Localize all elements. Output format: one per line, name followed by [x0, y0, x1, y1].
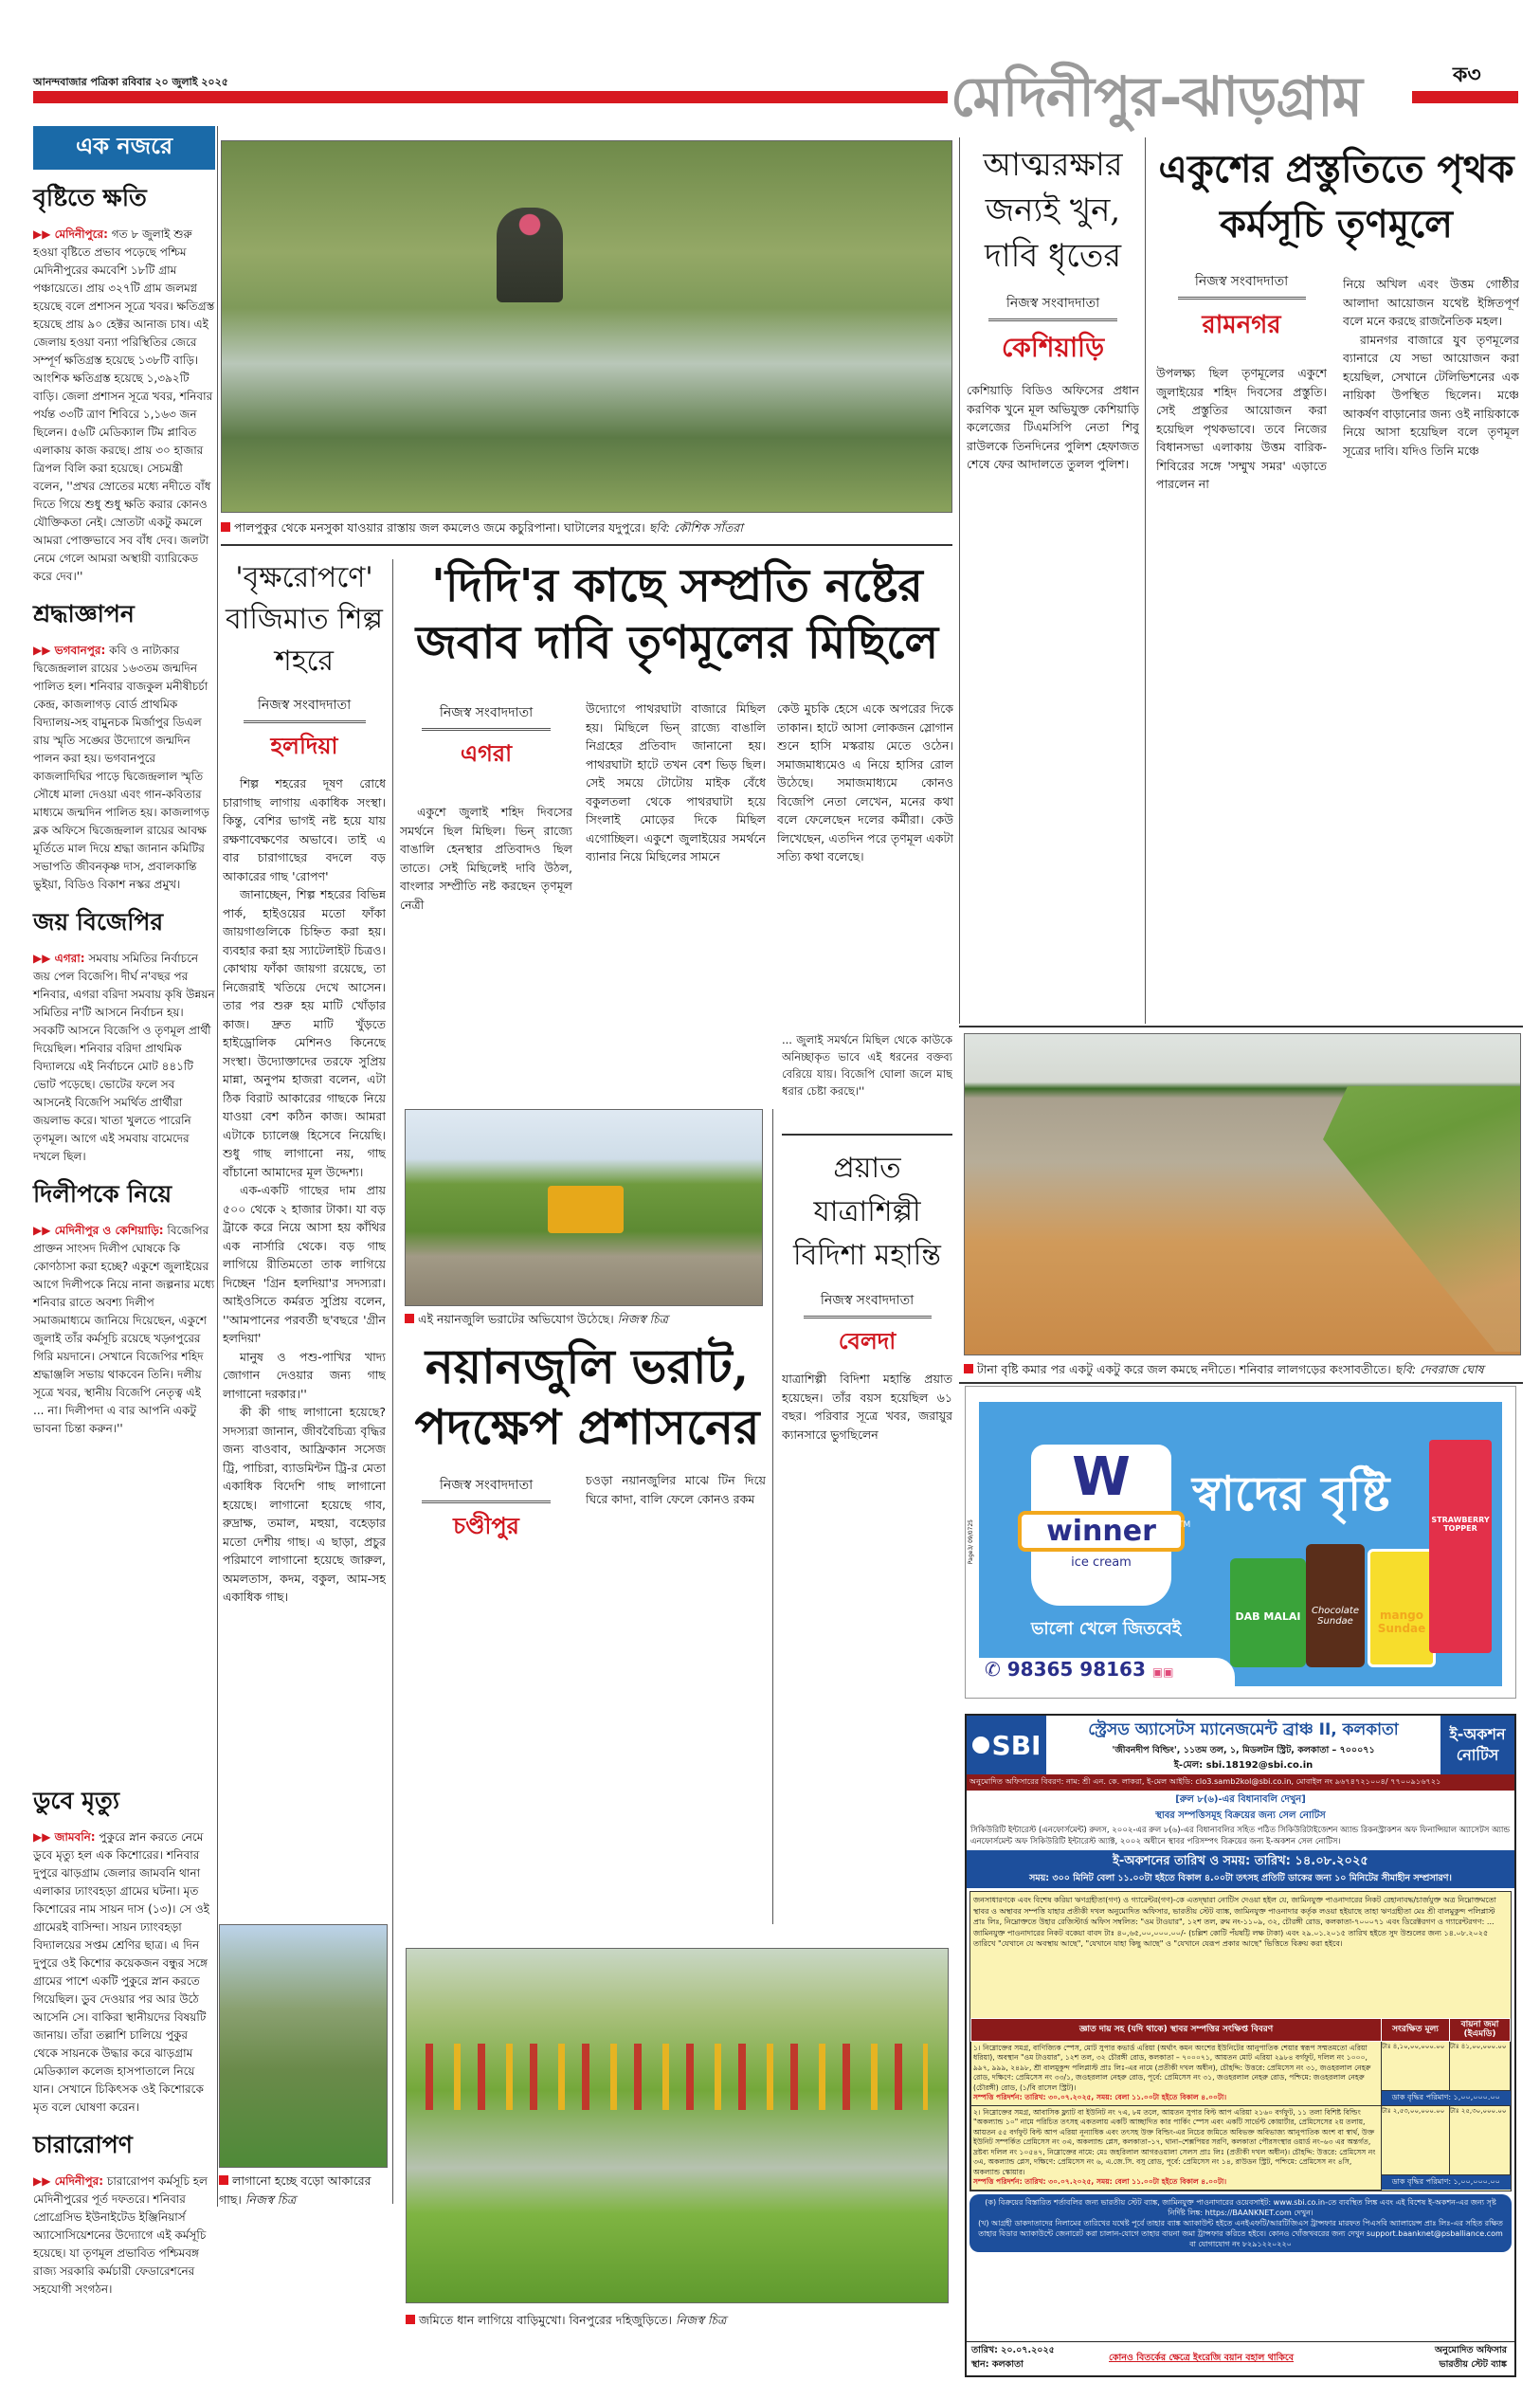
headline: আত্মরক্ষার জন্যই খুন, দাবি ধৃতের [983, 146, 1123, 275]
section-title: মেদিনীপুর-ঝাড়গ্রাম [951, 64, 1362, 129]
brief-heading: বৃষ্টিতে ক্ষতি [33, 184, 147, 211]
byline: নিজস্ব সংবাদদাতা [804, 1289, 932, 1318]
story-ramnagar-col1 [1156, 270, 1327, 1027]
ad-headline: স্বাদের বৃষ্টি [1192, 1466, 1390, 1521]
column-divider [1145, 137, 1146, 1024]
story-egra-col2: উদ্যোগে পাথরঘাটা বাজারে মিছিল হয়। মিছিলে ভিন্ রাজ্যে বাঙালি নিগ্রহের প্রতিবাদ জানানো হয়। পাথরঘাটা হাটে তখন বেশ ভিড় ছিল। সেই সময়ে টোটোয় মাইক বেঁধে বকুলতলা থেকে পাথরঘাটা হয়ে সিংলাই মোড়ের দিকে মিছিল এগোচ্ছিল। একুশে জুলাইয়ের সমর্থনে ব্যানার নিয়ে মিছিলের সামনে [586, 701, 766, 864]
notice-date: তারিখ: ২০.০৭.২০২৫ [971, 2345, 1055, 2355]
motorbike-rider [497, 208, 563, 302]
section-rule [959, 1026, 1523, 1027]
story-body: শিল্প শহরের দূষণ রোধে চারাগাছ লাগায় একাধিক সংস্থা। কিন্তু, বেশির ভাগই নষ্ট হয়ে যায় রক্ষণাবেক্ষণের অভাবে। তাই এ বার চারাগাছের বদলে বড় আকারের গাছ 'রোপণ' জানাচ্ছেন, শিল্প শহরের বিভিন্ন পার্ক, হাইওয়ের মতো ফাঁকা জায়গাগুলিকে চিহ্নিত করা হয়। ব্যবহার করা হয় স্যাটেলাইট চিত্রও। কোথায় ফাঁকা জায়গা রয়েছে, তা নিজেরাই খতিয়ে দেখে আসেন। তার পর শুরু হয় মাটি খোঁড়ার কাজ। দ্রুত মাটি খুঁড়তে হাইড্রোলিক মেশিনও কিনেছে সংস্থা। উদ্যোক্তাদের তরফে সুপ্রিয় মান্না, অনুপম হাজরা বলেন, এটা ঠিক বিরাট আকারের গাছকে নিয়ে যাওয়া বেশ কঠিন কাজ। আমরা এটাকে চ্যালেঞ্জ হিসেবে নিয়েছি। শুধু গাছ লাগানো নয়, গাছ বাঁচানো আমাদের মূল উদ্দেশ্য। এক-একটি গাছের দাম প্রায় ৫০০ থেকে ২ হাজার টাকা। যা বড় ট্রাকে করে নিয়ে আসা হয় কাঁথির এক নার্সারি থেকে। বড় গাছ লাগিয়ে রীতিমতো তাক লাগিয়ে দিচ্ছেন 'গ্রিন হলদিয়া'র সদস্যরা। আইওসিতে কর্মরত সুপ্রিয় বলেন, ''আমপানের পরবর্তী ছ'বছরে 'গ্রীন হলদিয়া' মানুষ ও পশু-পাখির খাদ্য জোগান দেওয়ার জন্য গাছ লাগানো দরকার।'' কী কী গাছ লাগানো হয়েছে? সদস্যরা জানান, জীববৈচিত্র্য বৃদ্ধির জন্য বাওবাব, আফ্রিকান সসেজ ট্রি, পাচিরা, ব্যাডমিন্টন ট্রি-র মেতা একাধিক বিদেশি গাছ লাগানো হয়েছে। লাগানো হয়েছে গাব, রুদ্রাক্ষ, তমাল, মহুয়া, বহেড়ার মতো দেশীয় গাছ। এ ছাড়া, প্রচুর পরিমাণে লাগানো হয়েছে জারুল, অমলতাস, কদম, বকুল, আম-সহ একাধিক গাছ। [223, 776, 386, 1604]
story-chandipur-col2: চওড়া নয়ানজুলির মাঝে টিন দিয়ে ঘিরে কাদা, বালি ফেলে কোনও রকম [586, 1473, 766, 1506]
byline: নিজস্ব সংবাদদাতা [422, 701, 552, 731]
dateline: এগরা [460, 740, 513, 767]
brand-sub: ice cream [1071, 1555, 1132, 1570]
notice-place: স্থান: কলকাতা [971, 2359, 1024, 2370]
story-keshiary [967, 142, 1139, 1035]
brief-bjp-win [33, 903, 215, 1166]
page-number: ক৩ [1453, 64, 1481, 87]
signatory: অনুমোদিত অফিসার [1434, 2345, 1507, 2355]
notice-text: জনসাধারণকে এবং বিশেষ করিয়া ঋণগ্রহীতা(গণ) ও গ্যারেন্টর(গণ)-কে এতদ্দ্বারা নোটিস দেওয়া হইল যে, জামিনযুক্ত পাওনাদারের নিকট রেহানাবদ্ধ/চার্জযুক্ত অত্র নিম্নোক্তমতো স্থাবর ও অস্থাবর সম্পত্তি যাহার প্রতীকী দখল অনুমোদিত অফিসার, ভারতীয় স্টেট ব্যাঙ্ক, জামিনযুক্ত পাওনাদার কর্তৃক লওয়া হইয়াছে তাহা ঋণগ্রহীতা মেঃ শ্রী বালমুকুন্দ পলিপ্লাস্ট প্রাঃ লিঃ, নিম্নোক্ততে উহার রেজিস্টার্ড অফিস সম্বলিত: "ওম টাওয়ার", ১২শ তল, রুম নং-১১০৯, ৩২, চৌরঙ্গী রোড, কলকাতা-৭০০০৭১ এবং ডিরেক্টরগণ ও গ্যারেন্টরগণ: ... জামিনযুক্ত পাওনাদারের নিকট বকেয়া বাবদ টাঃ ৪০,৬৫,০০,০০০.০০/- (চল্লিশ কোটি পঁয়ষট্টি লক্ষ টাকা) এবং ২৯.০১.২০১৫ তারিখ হইতে সুদ উশুলের জন্য ১৪.০৮.২০২৫ তারিখে "যেখানে যে অবস্থায় আছে", "যেখানে যাহা কিছু আছে" ও "যেখানে যেরূপ প্রকার আছে" ভিত্তিতে বিক্রয় করা হইবে। [973, 1896, 1496, 1948]
briefs-column-bottom [33, 1773, 215, 2299]
product-dab-malai: DAB MALAI [1230, 1558, 1306, 1667]
workers-row [426, 2044, 928, 2110]
property-table [970, 2018, 1511, 2191]
brief-place: ▶▶ জামবনি: [33, 1830, 96, 1844]
story-body: উপলক্ষ্য ছিল তৃণমূলের একুশে জুলাইয়ের শহিদ দিবসের প্রস্তুতি। সেই প্রস্তুতির আয়োজন করা হয়েছিল পৃথকভাবে। তবে নিজের বিধানসভা এলাকায় উত্তম বারিক-শিবিরের সঙ্গে 'সম্মুখ সমর' এড়াতে পারলেন না [1156, 366, 1327, 491]
excavator-photo [405, 1109, 763, 1306]
brief-heading: দিলীপকে নিয়ে [33, 1180, 172, 1208]
inspection-date: সম্পত্তি পরিদর্শন: তারিখ: ৩০.০৭.২০২৫, সময়: বেলা ১১.০০টা হইতে বিকাল ৪.০০টা। [973, 2093, 1227, 2101]
column-divider [959, 137, 960, 1024]
brief-place: ▶▶ এগরা: [33, 952, 85, 965]
terms-box [969, 2194, 1512, 2252]
dateline: হলদিয়া [270, 733, 338, 759]
river-photo [964, 1033, 1521, 1355]
story-body: যাত্রাশিল্পী বিদিশা মহান্তি প্রয়াত হয়েছেন। তাঁর বয়স হয়েছিল ৬১ বছর। পরিবার সূত্রে খবর, জরায়ুর ক্যানসারে ভুগছিলেন [782, 1372, 952, 1442]
sbi-eauction-notice [965, 1714, 1516, 2377]
sbi-branch-title: স্ট্রেসড অ্যাসেটস ম্যানেজমেন্ট ব্রাঞ্চ II, কলকাতা [1088, 1720, 1399, 1739]
intro-text: সিকিউরিটি ইন্টারেস্ট (এনফোর্সমেন্ট) রুলস, ২০০২-এর রুল ৮(৬)-এর বিধানাবলির সহিত পঠিত সিকিউরিটাইজেশন অ্যান্ড রিকনস্ট্রাকশন অফ ফিনান্সিয়াল অ্যাসেটস অ্যান্ড এনফোর্সমেন্ট অফ সিকিউরিটি ইন্টারেস্ট অ্যাক্ট, ২০০২ অধীনে স্থাবর পরিসম্পৎ বিক্রয়ের জন্য ই-অকশন সেল নোটিস। [970, 1826, 1511, 1846]
story-chandipur-col1 [400, 1474, 572, 1547]
sbi-address: 'জীবনদীপ বিল্ডিং', ১১তম তল, ১, মিডলটন স্ট্রিট, কলকাতা – ৭০০০৭১ [1112, 1745, 1375, 1755]
story-body: একুশে জুলাই শহিদ দিবসের সমর্থনে ছিল মিছিল। ভিন্ রাজ্যে বাঙালি হেনস্থার প্রতিবাদও ছিল তাতে। সেই মিছিলেই দাবি উঠল, বাংলার সম্প্রীতি নষ্ট করছেন তৃণমূল নেত্রী [400, 805, 572, 912]
social-icons: ▣▣ [1151, 1665, 1174, 1679]
emd: টাঃ ৪১,০০,০০০.০০ [1450, 2041, 1511, 2090]
ad-background [979, 1402, 1502, 1686]
story-egra-col3: কেউ মুচকি হেসে একে অপরের দিকে তাকান। হাটে আসা লোকজন স্লোগান শুনে হাসি মস্করায় মেতে ওঠেন। সমাজমাধ্যমেও এ নিয়ে হাসির রোল উঠেছে। সমাজমাধ্যমে কোনও বিজেপি নেতা লেখেন, মনের কথা বলে ফেলেছেন দলের কর্মীরা। কেউ লিখেছেন, এতদিন পরে তৃণমূল একটা সত্যি কথা বলেছে। [777, 701, 953, 864]
sbi-header [967, 1716, 1514, 1774]
product-chocolate-sundae: Chocolate Sundae [1306, 1544, 1365, 1667]
story-ramnagar-col2: নিয়ে অখিল এবং উত্তম গোষ্ঠীর আলাদা আয়োজন যথেষ্ট ইঙ্গিতপূর্ণ বলে মনে করছে রাজনৈতিক মহল। রামনগর বাজারে যুব তৃণমূলের ব্যানারে যে সভা আয়োজন করা হয়েছিল, সেখানে টেলিভিশনের এক নায়িকা উপস্থিত ছিলেন। মঞ্চে আকর্ষণ বাড়ানোর জন্য ওই নায়িকাকে নিয়ে আসা হয়েছিল বলে তৃণমূল সূত্রের দাবি। যদিও তিনি মঞ্চে [1343, 277, 1519, 458]
brief-text: কবি ও নাট্যকার দ্বিজেন্দ্রলাল রায়ের ১৬৩তম জন্মদিন পালিত হল। শনিবার বাজকুল মনীষীচর্চা কেন্দ্র, কাজলাগড় বোর্ড প্রাথমিক বিদ্যালয়-সহ বামুনচক মির্জাপুর ডিএল রায় স্মৃতি সঙ্ঘের উদ্যোগে জন্মদিন পালন করা হয়। ভগবানপুরে কাজলাদিঘির পাড়ে দ্বিজেন্দ্রলাল স্মৃতি সৌধে মালা দেওয়া এবং গান-কবিতার মাধ্যমে জন্মদিন পালিত হয়। কাজলাগড় ব্লক অফিসে দ্বিজেন্দ্রলাল রায়ের আবক্ষ মূর্তিতে মাল দিয়ে শ্রদ্ধা জানান কমিটির সভাপতি জীবনকৃষ্ণ দাস, প্রবালকান্তি ভুইয়া, বিডিও বিকাশ নস্কর প্রমুখ। [33, 644, 209, 891]
brief-heading: চারারোপণ [33, 2131, 133, 2158]
tree-planting-photo [219, 1924, 388, 2168]
brief-text: বিজেপির প্রাক্তন সাংসদ দিলীপ ঘোষকে কি কোণঠাসা করা হচ্ছে? একুশে জুলাইয়ের আগে দিলীপকে নিয়ে নানা জল্পনার মধ্যে শনিবার রাতে অবশ্য দিলীপ সমাজমাধ্যমে জানিয়ে দিয়েছেন, একুশে জুলাই তাঁর কর্মসূচি রয়েছে খড়্গপুরের গিরি ময়দানে। সেখানে বিজেপির শহিদ শ্রদ্ধাঞ্জলি সভায় থাকবেন তিনি। দলীয় সূত্রে খবর, স্থানীয় বিজেপি নেতৃত্ব এই ... না। দিলীপদা এ বার আপনি একটু ভাবনা চিন্তা করুন।'' [33, 1224, 215, 1435]
byline: নিজস্ব সংবাদদাতা [422, 1474, 552, 1503]
chandipur-headline: নয়ানজুলি ভরাট, পদক্ষেপ প্রশাসনের [414, 1338, 760, 1455]
table-header: সংরক্ষিত মূল্য [1382, 2019, 1450, 2042]
phone-icon: ✆ [985, 1658, 1007, 1681]
w-mark: W [1072, 1446, 1131, 1508]
brief-heading: জয় বিজেপির [33, 908, 164, 936]
phone-number: 98365 98163 [1006, 1658, 1146, 1681]
sbi-footer [967, 2341, 1514, 2375]
sbi-logo-icon [972, 1736, 989, 1754]
excavator [548, 1186, 624, 1233]
dateline: কেশিয়াড়ি [1001, 332, 1105, 363]
property-desc: ১। নিম্নোক্তের সমগ্র, বাণিজ্যিক স্পেস, মোট সুপার কভার্ড এরিয়া (অর্থাৎ কমন অংশের ইউনিটের আনুপাতিক শেয়ার স্বরূপ সম্মতমতো এরিয়া ধরিয়া), অবস্থান "ওম টাওয়ার", ১২শ তল, ৩২ চৌরঙ্গী রোড, কলকাতা – ৭০০০৭১, আয়তন মোট এরিয়া ২৯৮৪ বর্গফুট, দলিল নং ১০০০, ৯৯৭, ৯৯৯, ২৪৯৮, শ্রী বালমুকুন্দ পলিপ্লাস্ট প্রাঃ লিঃ-এর নামে (প্রতীকী দখল অধীন), চৌহদ্দি: উত্তরে: প্রেমিসেস নং ৩১, জওহরলাল নেহরু রোড, দক্ষিণে: প্রেমিসেস নং ৩৩/১, জওহরলাল নেহরু রোড, পূর্বে: প্রেমিসেস নং ৩১, জওহরলাল নেহরু রোড, পশ্চিমে: জওহরলাল নেহরু (চৌরঙ্গী) রোড, (১/বি রাসেল স্ট্রিট)। [973, 2043, 1371, 2092]
flood-road-photo [221, 140, 952, 513]
reserve-price: টাঃ ৪,১০,০০,০০০.০০ [1382, 2041, 1450, 2090]
reserve-price: টাঃ ২,৫৩,০০,০০০.০০ [1382, 2105, 1450, 2174]
dateline: বেলদা [838, 1328, 897, 1355]
flooded-field [1274, 1086, 1520, 1352]
notice-body [969, 1891, 1512, 2191]
winner-ice-cream-ad [965, 1386, 1516, 1699]
story-belda [782, 1147, 952, 1853]
briefs-column [33, 126, 215, 1438]
column-divider [392, 559, 393, 2204]
brief-text: পুকুরে স্নান করতে নেমে ডুবে মৃত্যু হল এক কিশোরের। শনিবার দুপুরে ঝাড়গ্রাম জেলার জামবনি থানা এলাকার ঢ্যাংবহড়া গ্রামের ঘটনা। মৃত কিশোরের নাম সায়ন দাস (১৩)। সে ওই গ্রামেরই বাসিন্দা। সায়ন ঢ্যাংবহড়া বিদ্যালয়ের সপ্তম শ্রেণির ছাত্র। এ দিন দুপুরে ওই কিশোর কয়েকজন বন্ধুর সঙ্গে গ্রামের পাশে একটি পুকুরে স্নান করতে গিয়েছিল। ডুব দেওয়ার পর আর উঠে আসেনি সে। বাকিরা স্থানীয়দের বিষয়টি জানায়। তাঁরা তল্লাশি চালিয়ে পুকুর থেকে সায়নকে উদ্ধার করে ঝাড়গ্রাম মেডিক্যাল কলেজ হাসপাতালে নিয়ে যান। সেখানে চিকিৎসক ওই কিশোরকে মৃত বলে ঘোষণা করেন। [33, 1830, 209, 2114]
column-divider [772, 1109, 773, 1924]
signatory-bank: ভারতীয় স্টেট ব্যাঙ্ক [1439, 2359, 1507, 2370]
brief-text: সমবায় সমিতির নির্বাচনে জয় পেল বিজেপি। দীর্ঘ ন'বছর পর শনিবার, এগরা বরিদা সমবায় কৃষি উন্নয়ন সমিতির ন'টি আসনে নির্বাচন হয়। সবকটি আসনে বিজেপি ও তৃণমূল প্রার্থী দিয়েছিল। শনিবার বরিদা প্রাথমিক বিদ্যালয়ে এই নির্বাচনে মোট ৪৪১টি ভোট পড়েছে। ভোটের ফলে সব আসনেই বিজেপি সমর্থিত প্রার্থীরা জয়লাভ করে। খাতা খুলতে পারেনি তৃণমূল। আগে এই সমবায় বামেদের দখলে ছিল। [33, 952, 215, 1163]
brief-text: চারারোপণ কর্মসূচি হল মেদিনীপুরের পূর্ত দফতরে। শনিবার প্রোগ্রেসিভ ইউনাইটেড ইঞ্জিনিয়ার্স অ্যাসোসিয়েশনের উদ্যোগে এই কর্মসূচি হয়েছে। যা তৃণমূল প্রভাবিত পশ্চিমবঙ্গ রাজ্য সরকারি কর্মচারী ফেডারেশনের সহযোগী সংগঠন। [33, 2174, 208, 2296]
brief-dilip [33, 1175, 215, 1438]
disclaimer: কোনও বিতর্কের ক্ষেত্রে ইংরেজি বয়ান বহাল থাকিবে [1109, 2353, 1295, 2363]
dateline: রামনগর [1202, 311, 1281, 339]
brief-place: ▶▶ ভগবানপুর: [33, 644, 106, 657]
byline: নিজস্ব সংবাদদাতা [1178, 270, 1306, 300]
product-strawberry-topper: STRAWBERRY TOPPER [1429, 1440, 1492, 1653]
paddy-field-photo [406, 1948, 949, 2303]
officer-details: অনুমোদিত অফিসারের বিবরণ: নাম: শ্রী এন. কে. লাকরা, ই-মেল আইডি: clo3.samb2kol@sbi.co.in, মোবাইল নং ৯৬৭৪৭২১০০৪/ ৭৭০০৯১৬৭২১ [967, 1774, 1514, 1791]
main-headline: 'দিদি'র কাছে সম্প্রতি নষ্টের জবাব দাবি তৃণমূলের মিছিলে [415, 559, 939, 669]
section-rule [221, 544, 952, 546]
section-rule [959, 1382, 1523, 1384]
brief-place: ▶▶ মেদিনীপুর: [33, 2174, 104, 2188]
table-row [971, 2105, 1511, 2174]
paper-date: আনন্দবাজার পত্রিকা রবিবার ২০ জুলাই ২০২৫ [33, 76, 228, 88]
briefs-box-title: এক নজরে [33, 126, 215, 170]
section-rule [782, 1134, 952, 1136]
phone-strip [979, 1658, 1235, 1686]
emd: টাঃ ২৫,৩০,০০০.০০ [1450, 2105, 1511, 2174]
brief-heading: ডুবে মৃত্যু [33, 1787, 119, 1814]
masthead-red-bar [33, 91, 948, 103]
table-header: বায়না জমা (ইএমডি) [1450, 2019, 1511, 2042]
river-caption: টানা বৃষ্টি কমার পর একটু একটু করে জল কমছে নদীতে। শনিবার লালগড়ের কংসাবতীতে। ছবি: দেবরাজ ঘোষ [964, 1362, 1523, 1381]
brief-text: গত ৮ জুলাই শুরু হওয়া বৃষ্টিতে প্রভাব পড়েছে পশ্চিম মেদিনীপুরের কমবেশি ১৮টি গ্রাম পঞ্চায়েতে। প্রায় ৩২৭টি গ্রাম জলমগ্ন হয়েছে বলে প্রশাসন সূত্রে খবর। ক্ষতিগ্রস্ত হয়েছে প্রায় ৯০ হেক্টর আনাজ চাষ। এই জেলায় হওয়া বন্যা পরিস্থিতির জেরে সম্পূর্ণ ক্ষতিগ্রস্ত হয়েছে ১৩৮টি বাড়ি। আংশিক ক্ষতিগ্রস্ত হয়েছে ১,৩৯২টি বাড়ি। জেলা প্রশাসন সূত্রে খবর, শনিবার পর্যন্ত ৩৩টি ত্রাণ শিবিরে ১,১৬৩ জন ছিলেন। ৫৬টি মেডিক্যাল টিম প্লাবিত এলাকায় কাজ করছে। প্রায় ৩০ হাজার ত্রিপল বিলি করা হয়েছে। সেচমন্ত্রী বলেন, ''প্রখর স্রোতের মধ্যে নদীতে বাঁধ দিতে গিয়ে শুধু শুধু ক্ষতি করার কোনও যৌক্তিকতা নেই। স্রোতটা একটু কমলে আমরা পোক্তভাবে সব বাঁধ দেব। জলটা নেমে গেলে আমরা অস্থায়ী ব্যারিকেড করে দেব।'' [33, 227, 215, 583]
table-row [971, 2041, 1511, 2090]
story-haldia [223, 557, 386, 1931]
bid-increment: ডাক বৃদ্ধির পরিমাণ: ১,০০,০০০.০০ [1382, 2174, 1511, 2190]
headline: প্রয়াত যাত্রাশিল্পী বিদিশা মহান্তি [793, 1152, 941, 1272]
ramnagar-headline: একুশের প্রস্তুতিতে পৃথক কর্মসূচি তৃণমূলে [1158, 147, 1514, 246]
brand-name: winner [1018, 1511, 1185, 1552]
story-egra-col3-continued: ... জুলাই সমর্থনে মিছিল থেকে কাউকে অনিচ্ছাকৃত ভাবে এই ধরনের বক্তব্য বেরিয়ে যায়। বিজেপি ঘোলা জলে মাছ ধরার চেষ্টা করছে।'' [782, 1033, 952, 1098]
property-desc: ২। নিম্নোক্তের সমগ্র, আবাসিক ফ্ল্যাট বা ইউনিট নং ৭এ, ৮ম তলে, আয়তন সুপার বিল্ট আপ এরিয়া ২১৬০ বর্গফুট, ১১ তলা বিশিষ্ট বিল্ডিং "অকল্যান্ড ১০" নামে পরিচিত তৎসহ একতলায় একটি আচ্ছাদিত কার পার্কিং স্পেস এবং একটি সার্ভেন্ট কোয়ার্টার, প্রেমিসেসের ২য় তলায়, আয়তন ৫৫ বর্গফুট বিল্ট আপ এরিয়া নূন্যাধিক এবং তৎসহ উক্ত বিল্ডিং-এর নিচের জমিতে অবিভক্ত অবিভাজ্য আনুপাতিক অংশ বা স্বার্থ, উক্ত ইউনিট সম্পর্কিত প্রেমিসেস নং ৩এ, অকল্যান্ড প্লেস, কলকাতা–১৭, থানা–শেক্সপিয়র সরণি, কলকাতা পৌরসংস্থার ওয়ার্ড নং–৬৩ এর অন্তর্গত, দ্রষ্টব্য দলিল নং ১০৫৪৭, নিম্নোক্তের নামে: মেঃ জহরিলাল আগরওয়ালা সেলস প্রাঃ লিঃ (প্রতীকী দখল অধীন)। চৌহদ্দি: উত্তরে: প্রেমিসেস নং ৩এ, অকল্যান্ড প্লেস, দক্ষিণে: প্রেমিসেস নং ৬, এ.জে.সি. বসু রোড, পূর্বে: প্রেমিসেস নং ১৪, রাউডন স্ট্রিট, পশ্চিমে: প্রেমিসেস নং ৪সি, অকল্যান্ড স্কোয়ার। [973, 2107, 1376, 2176]
winner-logo [1031, 1445, 1171, 1606]
rule-ref: [রুল ৮(৬)-এর বিধানাবলি দেখুন] [1175, 1794, 1306, 1805]
sbi-email: ই-মেল: sbi.18192@sbi.co.in [1173, 1760, 1314, 1771]
brief-rain-damage [33, 179, 215, 586]
excavator-caption: এই নয়ানজুলি ভরাটের অভিযোগ উঠেছে। নিজস্ব চিত্র [405, 1312, 784, 1331]
auction-date: ই-অকশনের তারিখ ও সময়: তারিখ: ১৪.০৮.২০২৫ [1113, 1854, 1368, 1868]
paddy-field-caption: জমিতে ধান লাগিয়ে বাড়িমুখো। বিনপুরের দহিজুড়িতে। নিজস্ব চিত্র [406, 2313, 949, 2332]
notice-type: ই-অকশন নোটিস [1440, 1716, 1514, 1774]
brief-heading: শ্রদ্ধাজ্ঞাপন [33, 600, 135, 627]
note-a: (ক) বিক্রয়ের বিস্তারিত শর্তাবলির জন্য ভারতীয় স্টেট ব্যাঙ্ক, জামিনযুক্ত পাওনাদারের ওয়েবসাইট: www.sbi.co.in-তে ব্যবস্থিত লিঙ্ক এবং এই বিশেষ ই-অকশন-এর জন্য সৃষ্ট নির্দিষ্ট লিঙ্ক: https://BAANKNET.com দেখুন। [985, 2197, 1496, 2217]
auction-time: সময়: ৩০০ মিনিট বেলা ১১.০০টা হইতে বিকাল ৪.০০টা তৎসহ প্রতিটি ডাকের জন্য ১০ মিনিটের সীমাহীন সম্প্রসারণ। [1029, 1873, 1452, 1883]
inspection-date: সম্পত্তি পরিদর্শন: তারিখ: ৩০.০৭.২০২৫, সময়: বেলা ১১.০০টা হইতে বিকাল ৪.০০টা। [973, 2177, 1227, 2186]
brief-tribute [33, 595, 215, 894]
tree-planting-caption: লাগানো হচ্ছে বড়ো আকারের গাছ। নিজস্ব চিত্র [219, 2173, 371, 2207]
auction-date-band [967, 1850, 1514, 1888]
ad-tagline: ভালো খেলে জিতবেই [1031, 1619, 1182, 1639]
story-body: কেশিয়াড়ি বিডিও অফিসের প্রধান করণিক খুনে মূল অভিযুক্ত কেশিয়াড়ি কলেজের টিএমসিপি নেতা শিবু রাউলকে তিনদিনের পুলিশ হেফাজত শেষে ফের আদালতে তুলল পুলিশ। [967, 383, 1139, 471]
column-divider [217, 126, 218, 2207]
note-b: (খ) আগ্রহী ডাকদাতাদের নিলামের তারিখের যথেষ্ট পূর্বে তাহার ব্যাঙ্ক অ্যাকাউন্ট হইতে এনইএফটি/আরটিজিএস ট্রান্সফার মারফত পিএসবি অ্যালায়েন্স প্রাঃ লিঃ-এর সহিত রক্ষিত তাহার বিডার অ্যাকাউন্টে জেনারেট করা চালান-যোগে তাহার বায়না জমা ট্রান্সফার করিতে হইবে। কোনও খোঁজখবরের জন্য দেখুন support.baanknet@psballiance.com বা যোগাযোগ নং ৮২৯১২২০২২০ [978, 2218, 1503, 2248]
brief-plantation [33, 2126, 215, 2299]
brief-place: ▶▶ মেদিনীপুরে: [33, 227, 108, 241]
sbi-logo: SBI [967, 1716, 1046, 1774]
product-mango-sundae: mango Sundae [1368, 1549, 1436, 1667]
table-header: জ্ঞাত দায় সহ (যদি থাকে) স্থাবর সম্পত্তির সংক্ষিপ্ত বিবরণ [971, 2019, 1382, 2042]
byline: নিজস্ব সংবাদদাতা [244, 694, 366, 723]
bid-increment: ডাক বৃদ্ধির পরিমাণ: ১,০০,০০০.০০ [1382, 2090, 1511, 2105]
story-egra-col1 [400, 701, 572, 1059]
sale-title: স্থাবর সম্পত্তিসমূহ বিক্রয়ের জন্য সেল নোটিস [1155, 1810, 1326, 1821]
flood-road-caption: পালপুকুর থেকে মনসুকা যাওয়ার রাস্তায় জল কমলেও জমে কচুরিপানা। ঘাটালের যদুপুরে। ছবি: কৌশিক সাঁতরা [221, 520, 952, 539]
byline: নিজস্ব সংবাদদাতা [988, 292, 1118, 321]
brief-place: ▶▶ মেদিনীপুর ও কেশিয়াড়ি: [33, 1224, 164, 1237]
ad-code: Page3/ 09/0725 [968, 1519, 974, 1565]
brief-drowning [33, 1782, 215, 2117]
trademark: TM [1178, 1520, 1191, 1530]
dateline: চণ্ডীপুর [453, 1513, 519, 1539]
headline: 'বৃক্ষরোপণে' বাজিমাত শিল্প শহরে [226, 561, 383, 678]
